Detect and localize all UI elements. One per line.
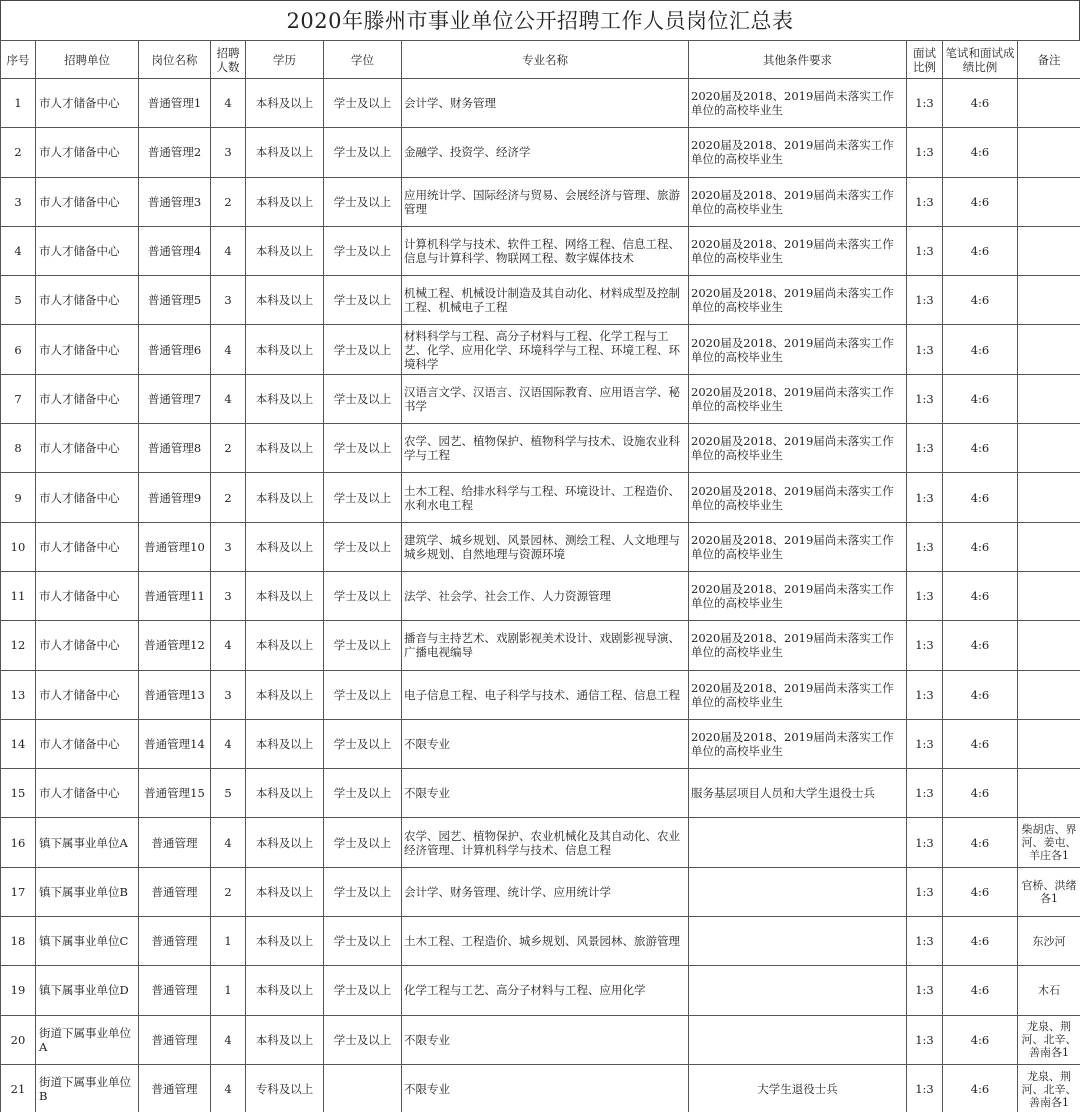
cell-count: 4 xyxy=(211,325,246,374)
cell-unit: 市人才储备中心 xyxy=(36,522,139,571)
cell-post: 普通管理15 xyxy=(139,769,211,818)
cell-seq: 10 xyxy=(1,522,36,571)
cell-seq: 21 xyxy=(1,1064,36,1112)
cell-unit: 镇下属事业单位D xyxy=(36,966,139,1015)
cell-note xyxy=(1018,719,1080,768)
cell-count: 1 xyxy=(211,966,246,1015)
cell-other: 2020届及2018、2019届尚未落实工作单位的高校毕业生 xyxy=(689,473,907,522)
cell-major: 材料科学与工程、高分子材料与工程、化学工程与工艺、化学、应用化学、环境科学与工程、环境工程、环境科学 xyxy=(402,325,689,374)
cell-edu: 本科及以上 xyxy=(246,325,324,374)
cell-seq: 13 xyxy=(1,670,36,719)
cell-other: 2020届及2018、2019届尚未落实工作单位的高校毕业生 xyxy=(689,177,907,226)
cell-post: 普通管理4 xyxy=(139,226,211,275)
cell-seq: 17 xyxy=(1,867,36,916)
cell-post: 普通管理11 xyxy=(139,571,211,620)
cell-note xyxy=(1018,325,1080,374)
cell-degree: 学士及以上 xyxy=(324,867,402,916)
cell-score: 4:6 xyxy=(943,571,1018,620)
cell-unit: 街道下属事业单位A xyxy=(36,1015,139,1064)
cell-count: 4 xyxy=(211,818,246,867)
table-row xyxy=(1,424,1080,473)
header-edu: 学历 xyxy=(246,41,324,79)
cell-major: 农学、园艺、植物保护、农业机械化及其自动化、农业经济管理、计算机科学与技术、信息工程 xyxy=(402,818,689,867)
cell-post: 普通管理 xyxy=(139,867,211,916)
cell-major: 土木工程、给排水科学与工程、环境设计、工程造价、水利水电工程 xyxy=(402,473,689,522)
cell-seq: 14 xyxy=(1,719,36,768)
cell-ratio: 1:3 xyxy=(907,670,943,719)
cell-score: 4:6 xyxy=(943,424,1018,473)
cell-post: 普通管理7 xyxy=(139,374,211,423)
cell-edu: 本科及以上 xyxy=(246,818,324,867)
cell-score: 4:6 xyxy=(943,79,1018,128)
cell-major: 电子信息工程、电子科学与技术、通信工程、信息工程 xyxy=(402,670,689,719)
cell-post: 普通管理 xyxy=(139,1015,211,1064)
cell-score: 4:6 xyxy=(943,374,1018,423)
cell-count: 3 xyxy=(211,522,246,571)
cell-edu: 本科及以上 xyxy=(246,621,324,670)
cell-post: 普通管理5 xyxy=(139,276,211,325)
cell-score: 4:6 xyxy=(943,818,1018,867)
cell-seq: 16 xyxy=(1,818,36,867)
cell-edu: 本科及以上 xyxy=(246,276,324,325)
cell-post: 普通管理6 xyxy=(139,325,211,374)
cell-edu: 本科及以上 xyxy=(246,966,324,1015)
cell-other: 2020届及2018、2019届尚未落实工作单位的高校毕业生 xyxy=(689,621,907,670)
cell-unit: 市人才储备中心 xyxy=(36,424,139,473)
table-row xyxy=(1,719,1080,768)
cell-unit: 镇下属事业单位C xyxy=(36,917,139,966)
cell-other: 2020届及2018、2019届尚未落实工作单位的高校毕业生 xyxy=(689,128,907,177)
cell-other: 2020届及2018、2019届尚未落实工作单位的高校毕业生 xyxy=(689,325,907,374)
cell-count: 4 xyxy=(211,374,246,423)
cell-unit: 市人才储备中心 xyxy=(36,719,139,768)
cell-ratio: 1:3 xyxy=(907,79,943,128)
cell-score: 4:6 xyxy=(943,276,1018,325)
cell-degree: 学士及以上 xyxy=(324,473,402,522)
cell-unit: 市人才储备中心 xyxy=(36,473,139,522)
cell-major: 不限专业 xyxy=(402,769,689,818)
cell-score: 4:6 xyxy=(943,177,1018,226)
cell-degree: 学士及以上 xyxy=(324,719,402,768)
cell-other: 2020届及2018、2019届尚未落实工作单位的高校毕业生 xyxy=(689,374,907,423)
cell-edu: 本科及以上 xyxy=(246,374,324,423)
cell-post: 普通管理12 xyxy=(139,621,211,670)
cell-degree: 学士及以上 xyxy=(324,522,402,571)
cell-unit: 市人才储备中心 xyxy=(36,571,139,620)
cell-score: 4:6 xyxy=(943,1064,1018,1112)
cell-count: 3 xyxy=(211,276,246,325)
cell-ratio: 1:3 xyxy=(907,1064,943,1112)
cell-edu: 本科及以上 xyxy=(246,79,324,128)
cell-score: 4:6 xyxy=(943,522,1018,571)
cell-other xyxy=(689,867,907,916)
cell-count: 2 xyxy=(211,867,246,916)
cell-seq: 9 xyxy=(1,473,36,522)
cell-degree: 学士及以上 xyxy=(324,670,402,719)
cell-note: 东沙河 xyxy=(1018,917,1080,966)
cell-unit: 镇下属事业单位B xyxy=(36,867,139,916)
cell-note xyxy=(1018,424,1080,473)
header-seq: 序号 xyxy=(1,41,36,79)
cell-note xyxy=(1018,621,1080,670)
cell-major: 会计学、财务管理、统计学、应用统计学 xyxy=(402,867,689,916)
cell-unit: 市人才储备中心 xyxy=(36,79,139,128)
cell-other xyxy=(689,917,907,966)
cell-major: 应用统计学、国际经济与贸易、会展经济与管理、旅游管理 xyxy=(402,177,689,226)
cell-count: 4 xyxy=(211,226,246,275)
cell-post: 普通管理 xyxy=(139,818,211,867)
cell-ratio: 1:3 xyxy=(907,966,943,1015)
cell-post: 普通管理1 xyxy=(139,79,211,128)
cell-ratio: 1:3 xyxy=(907,226,943,275)
cell-seq: 6 xyxy=(1,325,36,374)
table-row xyxy=(1,571,1080,620)
cell-degree: 学士及以上 xyxy=(324,424,402,473)
cell-major: 土木工程、工程造价、城乡规划、风景园林、旅游管理 xyxy=(402,917,689,966)
cell-edu: 本科及以上 xyxy=(246,571,324,620)
cell-ratio: 1:3 xyxy=(907,867,943,916)
cell-degree: 学士及以上 xyxy=(324,79,402,128)
cell-ratio: 1:3 xyxy=(907,769,943,818)
cell-seq: 8 xyxy=(1,424,36,473)
cell-edu: 本科及以上 xyxy=(246,424,324,473)
cell-score: 4:6 xyxy=(943,325,1018,374)
table-row xyxy=(1,226,1080,275)
cell-note: 龙泉、荆河、北辛、善南各1 xyxy=(1018,1064,1080,1112)
cell-ratio: 1:3 xyxy=(907,128,943,177)
cell-degree: 学士及以上 xyxy=(324,325,402,374)
cell-ratio: 1:3 xyxy=(907,818,943,867)
cell-major: 建筑学、城乡规划、风景园林、测绘工程、人文地理与城乡规划、自然地理与资源环境 xyxy=(402,522,689,571)
cell-seq: 4 xyxy=(1,226,36,275)
cell-seq: 15 xyxy=(1,769,36,818)
cell-major: 不限专业 xyxy=(402,719,689,768)
cell-post: 普通管理3 xyxy=(139,177,211,226)
header-ratio: 面试比例 xyxy=(907,41,943,79)
cell-count: 2 xyxy=(211,424,246,473)
cell-score: 4:6 xyxy=(943,917,1018,966)
cell-post: 普通管理 xyxy=(139,966,211,1015)
table-row xyxy=(1,522,1080,571)
cell-post: 普通管理2 xyxy=(139,128,211,177)
cell-other xyxy=(689,1015,907,1064)
cell-degree: 学士及以上 xyxy=(324,276,402,325)
cell-ratio: 1:3 xyxy=(907,571,943,620)
header-other: 其他条件要求 xyxy=(689,41,907,79)
cell-other: 服务基层项目人员和大学生退役士兵 xyxy=(689,769,907,818)
header-post: 岗位名称 xyxy=(139,41,211,79)
cell-count: 1 xyxy=(211,917,246,966)
cell-post: 普通管理 xyxy=(139,1064,211,1112)
cell-degree: 学士及以上 xyxy=(324,1015,402,1064)
cell-ratio: 1:3 xyxy=(907,177,943,226)
cell-count: 4 xyxy=(211,1015,246,1064)
cell-degree xyxy=(324,1064,402,1112)
cell-degree: 学士及以上 xyxy=(324,621,402,670)
cell-ratio: 1:3 xyxy=(907,719,943,768)
cell-major: 化学工程与工艺、高分子材料与工程、应用化学 xyxy=(402,966,689,1015)
cell-unit: 市人才储备中心 xyxy=(36,769,139,818)
cell-major: 播音与主持艺术、戏剧影视美术设计、戏剧影视导演、广播电视编导 xyxy=(402,621,689,670)
cell-major: 汉语言文学、汉语言、汉语国际教育、应用语言学、秘书学 xyxy=(402,374,689,423)
cell-seq: 2 xyxy=(1,128,36,177)
cell-unit: 市人才储备中心 xyxy=(36,670,139,719)
cell-other: 2020届及2018、2019届尚未落实工作单位的高校毕业生 xyxy=(689,719,907,768)
cell-ratio: 1:3 xyxy=(907,374,943,423)
cell-note xyxy=(1018,226,1080,275)
cell-degree: 学士及以上 xyxy=(324,966,402,1015)
positions-table xyxy=(0,40,1080,1112)
cell-other: 大学生退役士兵 xyxy=(689,1064,907,1112)
table-row xyxy=(1,670,1080,719)
cell-seq: 12 xyxy=(1,621,36,670)
cell-degree: 学士及以上 xyxy=(324,769,402,818)
cell-ratio: 1:3 xyxy=(907,621,943,670)
cell-score: 4:6 xyxy=(943,621,1018,670)
cell-ratio: 1:3 xyxy=(907,917,943,966)
cell-edu: 本科及以上 xyxy=(246,226,324,275)
cell-score: 4:6 xyxy=(943,1015,1018,1064)
cell-note xyxy=(1018,276,1080,325)
cell-count: 4 xyxy=(211,621,246,670)
cell-other xyxy=(689,818,907,867)
cell-note: 柴胡店、界河、姜屯、羊庄各1 xyxy=(1018,818,1080,867)
cell-note xyxy=(1018,769,1080,818)
cell-note xyxy=(1018,670,1080,719)
cell-seq: 1 xyxy=(1,79,36,128)
cell-degree: 学士及以上 xyxy=(324,128,402,177)
cell-count: 4 xyxy=(211,1064,246,1112)
cell-count: 3 xyxy=(211,571,246,620)
cell-ratio: 1:3 xyxy=(907,276,943,325)
cell-edu: 本科及以上 xyxy=(246,473,324,522)
cell-edu: 本科及以上 xyxy=(246,917,324,966)
table-row xyxy=(1,966,1080,1015)
cell-other: 2020届及2018、2019届尚未落实工作单位的高校毕业生 xyxy=(689,226,907,275)
cell-post: 普通管理14 xyxy=(139,719,211,768)
cell-other: 2020届及2018、2019届尚未落实工作单位的高校毕业生 xyxy=(689,424,907,473)
table-row xyxy=(1,374,1080,423)
cell-edu: 专科及以上 xyxy=(246,1064,324,1112)
cell-post: 普通管理10 xyxy=(139,522,211,571)
table-row xyxy=(1,325,1080,374)
cell-count: 4 xyxy=(211,79,246,128)
table-row xyxy=(1,818,1080,867)
cell-count: 4 xyxy=(211,719,246,768)
cell-post: 普通管理13 xyxy=(139,670,211,719)
header-row xyxy=(1,41,1080,79)
cell-major: 不限专业 xyxy=(402,1015,689,1064)
table-row xyxy=(1,769,1080,818)
cell-ratio: 1:3 xyxy=(907,1015,943,1064)
cell-note xyxy=(1018,374,1080,423)
cell-unit: 市人才储备中心 xyxy=(36,128,139,177)
table-row xyxy=(1,177,1080,226)
cell-other: 2020届及2018、2019届尚未落实工作单位的高校毕业生 xyxy=(689,276,907,325)
cell-note xyxy=(1018,177,1080,226)
cell-score: 4:6 xyxy=(943,226,1018,275)
cell-seq: 7 xyxy=(1,374,36,423)
cell-edu: 本科及以上 xyxy=(246,128,324,177)
cell-unit: 市人才储备中心 xyxy=(36,621,139,670)
cell-score: 4:6 xyxy=(943,670,1018,719)
cell-score: 4:6 xyxy=(943,769,1018,818)
table-body xyxy=(1,79,1080,1112)
table-row xyxy=(1,917,1080,966)
cell-edu: 本科及以上 xyxy=(246,177,324,226)
cell-score: 4:6 xyxy=(943,966,1018,1015)
table-row xyxy=(1,621,1080,670)
cell-degree: 学士及以上 xyxy=(324,917,402,966)
header-degree: 学位 xyxy=(324,41,402,79)
cell-note xyxy=(1018,128,1080,177)
header-count: 招聘人数 xyxy=(211,41,246,79)
cell-ratio: 1:3 xyxy=(907,473,943,522)
cell-degree: 学士及以上 xyxy=(324,571,402,620)
cell-major: 法学、社会学、社会工作、人力资源管理 xyxy=(402,571,689,620)
cell-post: 普通管理9 xyxy=(139,473,211,522)
table-row xyxy=(1,867,1080,916)
cell-seq: 3 xyxy=(1,177,36,226)
cell-ratio: 1:3 xyxy=(907,424,943,473)
cell-other: 2020届及2018、2019届尚未落实工作单位的高校毕业生 xyxy=(689,522,907,571)
cell-edu: 本科及以上 xyxy=(246,1015,324,1064)
table-row xyxy=(1,1015,1080,1064)
cell-score: 4:6 xyxy=(943,867,1018,916)
cell-degree: 学士及以上 xyxy=(324,226,402,275)
cell-count: 2 xyxy=(211,473,246,522)
header-note: 备注 xyxy=(1018,41,1080,79)
cell-other: 2020届及2018、2019届尚未落实工作单位的高校毕业生 xyxy=(689,571,907,620)
cell-count: 2 xyxy=(211,177,246,226)
header-unit: 招聘单位 xyxy=(36,41,139,79)
header-major: 专业名称 xyxy=(402,41,689,79)
cell-unit: 市人才储备中心 xyxy=(36,374,139,423)
cell-score: 4:6 xyxy=(943,128,1018,177)
cell-note: 木石 xyxy=(1018,966,1080,1015)
cell-major: 农学、园艺、植物保护、植物科学与技术、设施农业科学与工程 xyxy=(402,424,689,473)
cell-post: 普通管理 xyxy=(139,917,211,966)
table-row xyxy=(1,473,1080,522)
cell-unit: 市人才储备中心 xyxy=(36,325,139,374)
cell-major: 计算机科学与技术、软件工程、网络工程、信息工程、信息与计算科学、物联网工程、数字媒体技术 xyxy=(402,226,689,275)
cell-count: 3 xyxy=(211,128,246,177)
cell-major: 会计学、财务管理 xyxy=(402,79,689,128)
cell-major: 金融学、投资学、经济学 xyxy=(402,128,689,177)
cell-edu: 本科及以上 xyxy=(246,719,324,768)
cell-seq: 18 xyxy=(1,917,36,966)
table-row xyxy=(1,1064,1080,1112)
cell-edu: 本科及以上 xyxy=(246,867,324,916)
cell-ratio: 1:3 xyxy=(907,522,943,571)
cell-note xyxy=(1018,571,1080,620)
cell-note xyxy=(1018,522,1080,571)
cell-major: 机械工程、机械设计制造及其自动化、材料成型及控制工程、机械电子工程 xyxy=(402,276,689,325)
cell-unit: 市人才储备中心 xyxy=(36,177,139,226)
cell-other: 2020届及2018、2019届尚未落实工作单位的高校毕业生 xyxy=(689,670,907,719)
cell-other: 2020届及2018、2019届尚未落实工作单位的高校毕业生 xyxy=(689,79,907,128)
cell-major: 不限专业 xyxy=(402,1064,689,1112)
cell-score: 4:6 xyxy=(943,473,1018,522)
cell-seq: 20 xyxy=(1,1015,36,1064)
cell-unit: 市人才储备中心 xyxy=(36,276,139,325)
table-row xyxy=(1,276,1080,325)
cell-seq: 11 xyxy=(1,571,36,620)
cell-other xyxy=(689,966,907,1015)
cell-degree: 学士及以上 xyxy=(324,177,402,226)
cell-edu: 本科及以上 xyxy=(246,522,324,571)
cell-unit: 镇下属事业单位A xyxy=(36,818,139,867)
cell-note: 龙泉、荆河、北辛、善南各1 xyxy=(1018,1015,1080,1064)
cell-degree: 学士及以上 xyxy=(324,818,402,867)
cell-post: 普通管理8 xyxy=(139,424,211,473)
cell-note: 官桥、洪绪各1 xyxy=(1018,867,1080,916)
cell-note xyxy=(1018,473,1080,522)
cell-note xyxy=(1018,79,1080,128)
cell-degree: 学士及以上 xyxy=(324,374,402,423)
cell-unit: 市人才储备中心 xyxy=(36,226,139,275)
header-score: 笔试和面试成绩比例 xyxy=(943,41,1018,79)
cell-count: 3 xyxy=(211,670,246,719)
cell-ratio: 1:3 xyxy=(907,325,943,374)
page-title: 2020年滕州市事业单位公开招聘工作人员岗位汇总表 xyxy=(0,0,1080,40)
cell-score: 4:6 xyxy=(943,719,1018,768)
table-row xyxy=(1,79,1080,128)
table-row xyxy=(1,128,1080,177)
cell-edu: 本科及以上 xyxy=(246,670,324,719)
cell-count: 5 xyxy=(211,769,246,818)
cell-seq: 19 xyxy=(1,966,36,1015)
cell-seq: 5 xyxy=(1,276,36,325)
cell-edu: 本科及以上 xyxy=(246,769,324,818)
cell-unit: 街道下属事业单位B xyxy=(36,1064,139,1112)
